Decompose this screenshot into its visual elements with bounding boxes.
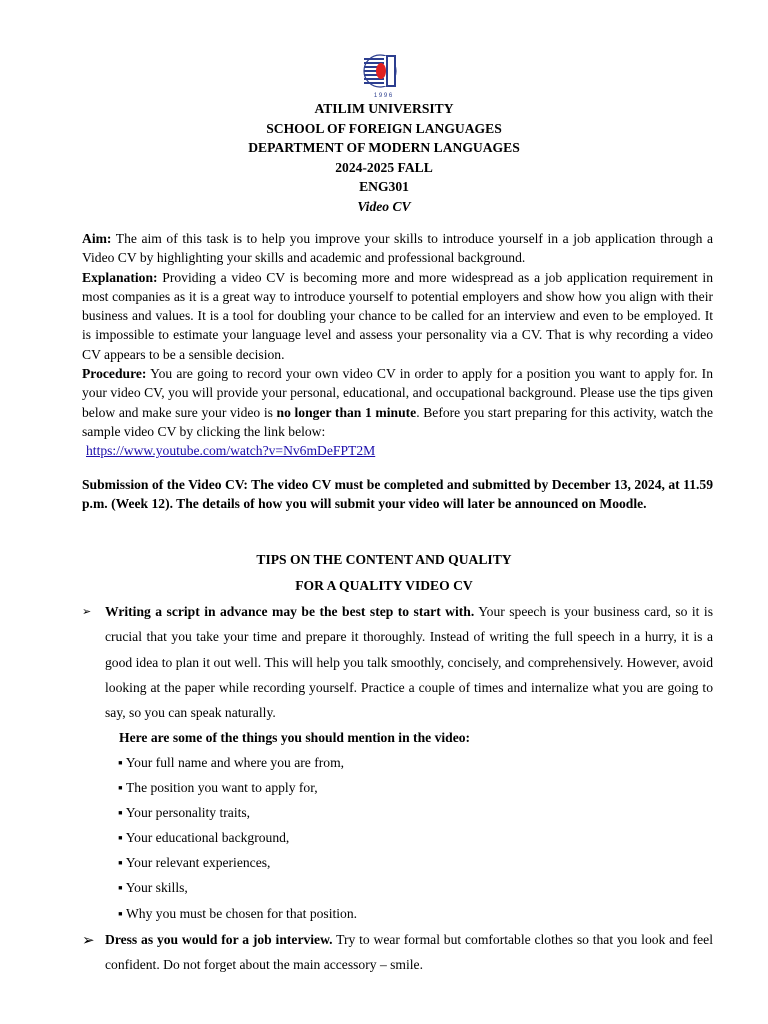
task-title: Video CV — [357, 198, 411, 214]
submission-paragraph: Submission of the Video CV: The video CV must be completed and submitted by December 13, 2024, at 11.59 p.m. (Week 12). The details of how you will submit your video will later be announced on Moodle. — [82, 477, 713, 512]
tip-dress-text: Try to wear formal but comfortable clothes so that you look and feel confident. Do not forget about the main accessory – smile. — [105, 932, 713, 973]
procedure-label: Procedure: — [82, 366, 147, 382]
aim-label: Aim: — [82, 231, 112, 246]
explanation-text: Providing a video CV is becoming more and more widespread as a job application requirement in most companies as it is a great way to introduce yourself to potential employers and show how you align with their business and values. It is a tool for doubling your chance to be called for an interview and even to be employed. It is impossible to estimate your language level and assess your personality via a CV. That is why recording a video CV appears to be a sensible decision. — [82, 269, 713, 362]
course-code: ENG301 — [359, 179, 409, 194]
sample-video-link[interactable]: https://www.youtube.com/watch?v=Nv6mDeFPT2M — [86, 443, 376, 459]
tip-script — [82, 599, 713, 725]
list-item: ▪ Your personality traits, — [118, 805, 251, 820]
duration-limit: no longer than 1 minute — [276, 404, 417, 420]
tips-title-line2: FOR A QUALITY VIDEO CV — [295, 578, 473, 593]
list-item: ▪ Your relevant experiences, — [118, 855, 271, 870]
tip-dress-heading: Dress as you would for a job interview. — [105, 932, 333, 947]
explanation-paragraph — [82, 268, 713, 364]
tips-title-line1: TIPS ON THE CONTENT AND QUALITY — [256, 552, 512, 567]
term: 2024-2025 FALL — [335, 159, 433, 175]
school-name: SCHOOL OF FOREIGN LANGUAGES — [266, 120, 502, 136]
aim-paragraph — [82, 229, 713, 268]
logo-year: 1 9 9 6 — [373, 93, 393, 99]
document-header — [0, 99, 768, 216]
tip-dress — [82, 927, 713, 978]
list-item: ▪ Your educational background, — [118, 830, 290, 845]
logo-stripes — [364, 55, 396, 87]
explanation-label: Explanation: — [82, 269, 158, 285]
arrow-bullet-icon: ➢ — [82, 933, 95, 949]
instructions-block — [82, 229, 713, 461]
tip-script-heading: Writing a script in advance may be the best step to start with. — [105, 604, 475, 619]
university-logo-icon — [360, 53, 406, 99]
department-name: DEPARTMENT OF MODERN LANGUAGES — [248, 140, 520, 155]
university-name: ATILIM UNIVERSITY — [314, 101, 454, 116]
tip-script-text: Your speech is your business card, so it is crucial that you take your time and prepare it thoroughly. Instead of writing the full speech in a hurry, it is a good idea to plan it out well. This will help you talk smoothly, concisely, and comprehensively. However, avoid looking at the paper while recording yourself. Practice a couple of times and internalize what you are going to say, so you can speak naturally. — [105, 604, 713, 721]
mention-heading: Here are some of the things you should mention in the video: — [119, 730, 471, 745]
list-item: ▪ Your full name and where you are from, — [118, 755, 345, 770]
procedure-text: You are going to record your own video CV in order to apply for a position you want to apply for. In your video CV, you will provide your personal, educational, and occupational background. Please use the tips given below and make sure your video is — [82, 366, 713, 420]
procedure-text-end: . Before you start preparing for this activity, watch the sample video CV by clicking the link below: — [82, 404, 713, 439]
arrow-bullet-icon: ➢ — [82, 606, 92, 618]
list-item: ▪ The position you want to apply for, — [118, 780, 318, 795]
list-item: ▪ Your skills, — [118, 880, 188, 895]
procedure-paragraph — [82, 364, 713, 441]
aim-text: The aim of this task is to help you improve your skills to introduce yourself in a job application through a Video CV by highlighting your skills and academic and professional background. — [82, 231, 713, 266]
list-item: ▪ Why you must be chosen for that position. — [118, 906, 358, 921]
